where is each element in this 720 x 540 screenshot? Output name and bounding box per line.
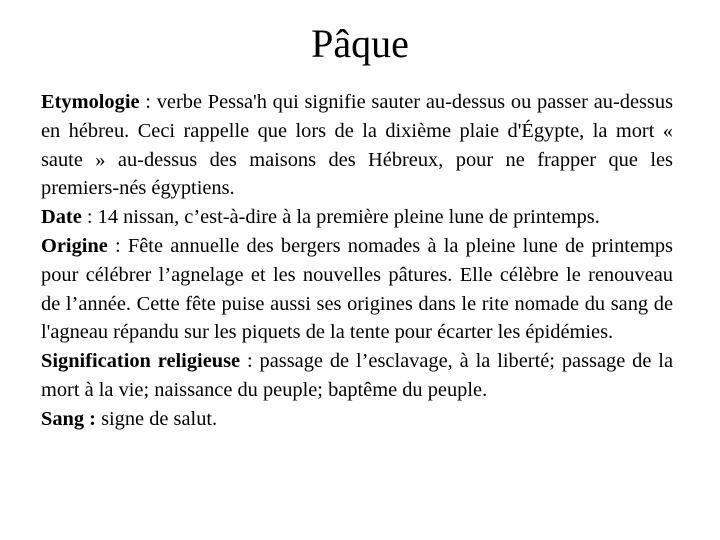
definition-list: [41, 88, 673, 434]
slide-title: Pâque: [311, 21, 409, 66]
text-date: : 14 nissan, c’est-à-dire à la première pleine lune de printemps.: [81, 206, 600, 229]
term-origine: Origine: [41, 234, 108, 257]
term-sang: Sang :: [41, 407, 96, 430]
entry-sang: [41, 405, 673, 434]
text-sang: signe de salut.: [95, 407, 218, 430]
text-signification: : passage de l’esclavage, à la liberté; passage de la mort à la vie; naissance du peuple; baptême du peuple.: [41, 350, 674, 401]
entry-origine: [41, 232, 673, 347]
term-signification: Signification religieuse: [41, 350, 241, 373]
term-date: Date: [41, 206, 82, 229]
text-origine: : Fête annuelle des bergers nomades à la pleine lune de printemps pour célébrer l’agnelage et les nouvelles pâtures. Elle célèbre le renouveau de l’année. Cette fête puise aussi ses origines dans le rite nomade du sang de l'agneau répandu sur les piquets de la tente pour écarter les épidémies.: [41, 234, 673, 344]
entry-signification: [41, 347, 673, 405]
term-etymologie: Etymologie: [41, 91, 140, 113]
text-etymologie: : verbe Pessa'h qui signifie sauter au-dessus ou passer au-dessus en hébreu. Ceci rappelle que lors de la dixième plaie d'Égypte, la mort « saute » au-dessus des maisons des Hébreux, pour ne frapper que les premiers-nés égyptiens.: [41, 91, 673, 200]
entry-date: [41, 203, 673, 232]
entry-etymologie: [41, 88, 673, 203]
